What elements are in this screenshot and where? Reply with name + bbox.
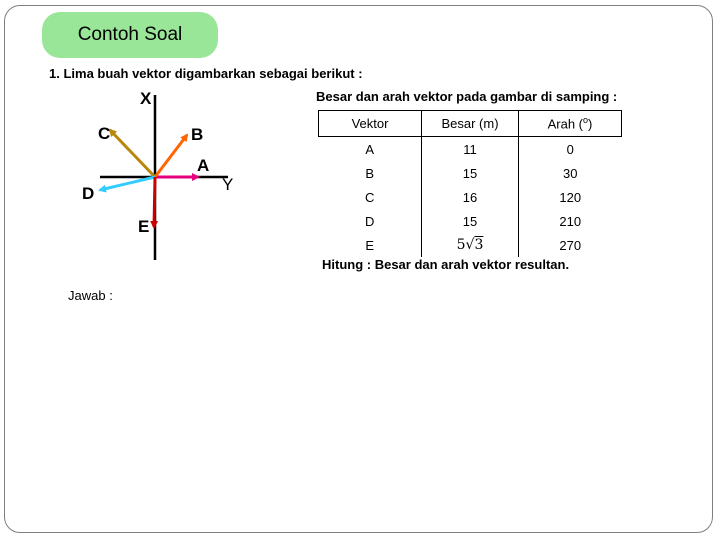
vector-label-d: D — [82, 184, 95, 203]
axis-label-x: X — [140, 89, 152, 108]
vector-c-arrow — [110, 130, 155, 177]
table-cell-vektor: A — [319, 137, 422, 162]
table-row — [319, 209, 622, 233]
degree-symbol: o — [583, 115, 589, 126]
answer-label: Jawab : — [68, 288, 113, 303]
vector-label-c: C — [98, 124, 111, 143]
table-cell-besar: 15 — [422, 209, 519, 233]
axis-label-y: Y — [222, 175, 234, 194]
vector-d-arrow — [100, 177, 155, 190]
table-header-arah: Arah ($^o$) — [519, 111, 622, 137]
table-cell-vektor: D — [319, 209, 422, 233]
table-header-vektor: Vektor — [319, 111, 422, 137]
table-cell-besar: 16 — [422, 185, 519, 209]
vector-label-e: E — [138, 217, 150, 236]
vector-label-a: A — [197, 156, 210, 175]
table-header-row — [319, 111, 622, 137]
table-caption: Besar dan arah vektor pada gambar di samping : — [316, 89, 618, 104]
table-cell-vektor: E — [319, 233, 422, 257]
vector-b-arrow — [155, 135, 187, 177]
problem-statement: 1. Lima buah vektor digambarkan sebagai berikut : — [49, 66, 363, 81]
table-cell-arah: 0 — [566, 141, 574, 157]
sqrt-radicand: 3 — [474, 237, 484, 253]
table-header-besar: Besar (m) — [422, 111, 519, 137]
table-cell-vektor: C — [319, 185, 422, 209]
table-row — [319, 185, 622, 209]
sqrt-coefficient: 5 — [456, 237, 466, 253]
table-row — [319, 137, 622, 162]
table-cell-arah: 30 — [563, 165, 578, 181]
vector-e-arrow — [154, 177, 155, 227]
table-cell-besar: 11 — [422, 137, 519, 162]
table-row — [319, 233, 622, 257]
table-cell-vektor: B — [319, 161, 422, 185]
table-cell-arah: 210 — [559, 213, 582, 229]
table-cell-arah: 120 — [559, 189, 582, 205]
vector-table — [318, 110, 622, 257]
sqrt-expression: 5√3 — [456, 237, 484, 253]
slide-title: Contoh Soal — [42, 12, 218, 58]
table-row — [319, 161, 622, 185]
table-cell-besar — [422, 233, 519, 257]
table-cell-besar: 15 — [422, 161, 519, 185]
task-instruction: Hitung : Besar dan arah vektor resultan. — [322, 257, 570, 272]
vector-label-b: B — [191, 125, 204, 144]
table-cell-arah: 270 — [559, 237, 582, 253]
